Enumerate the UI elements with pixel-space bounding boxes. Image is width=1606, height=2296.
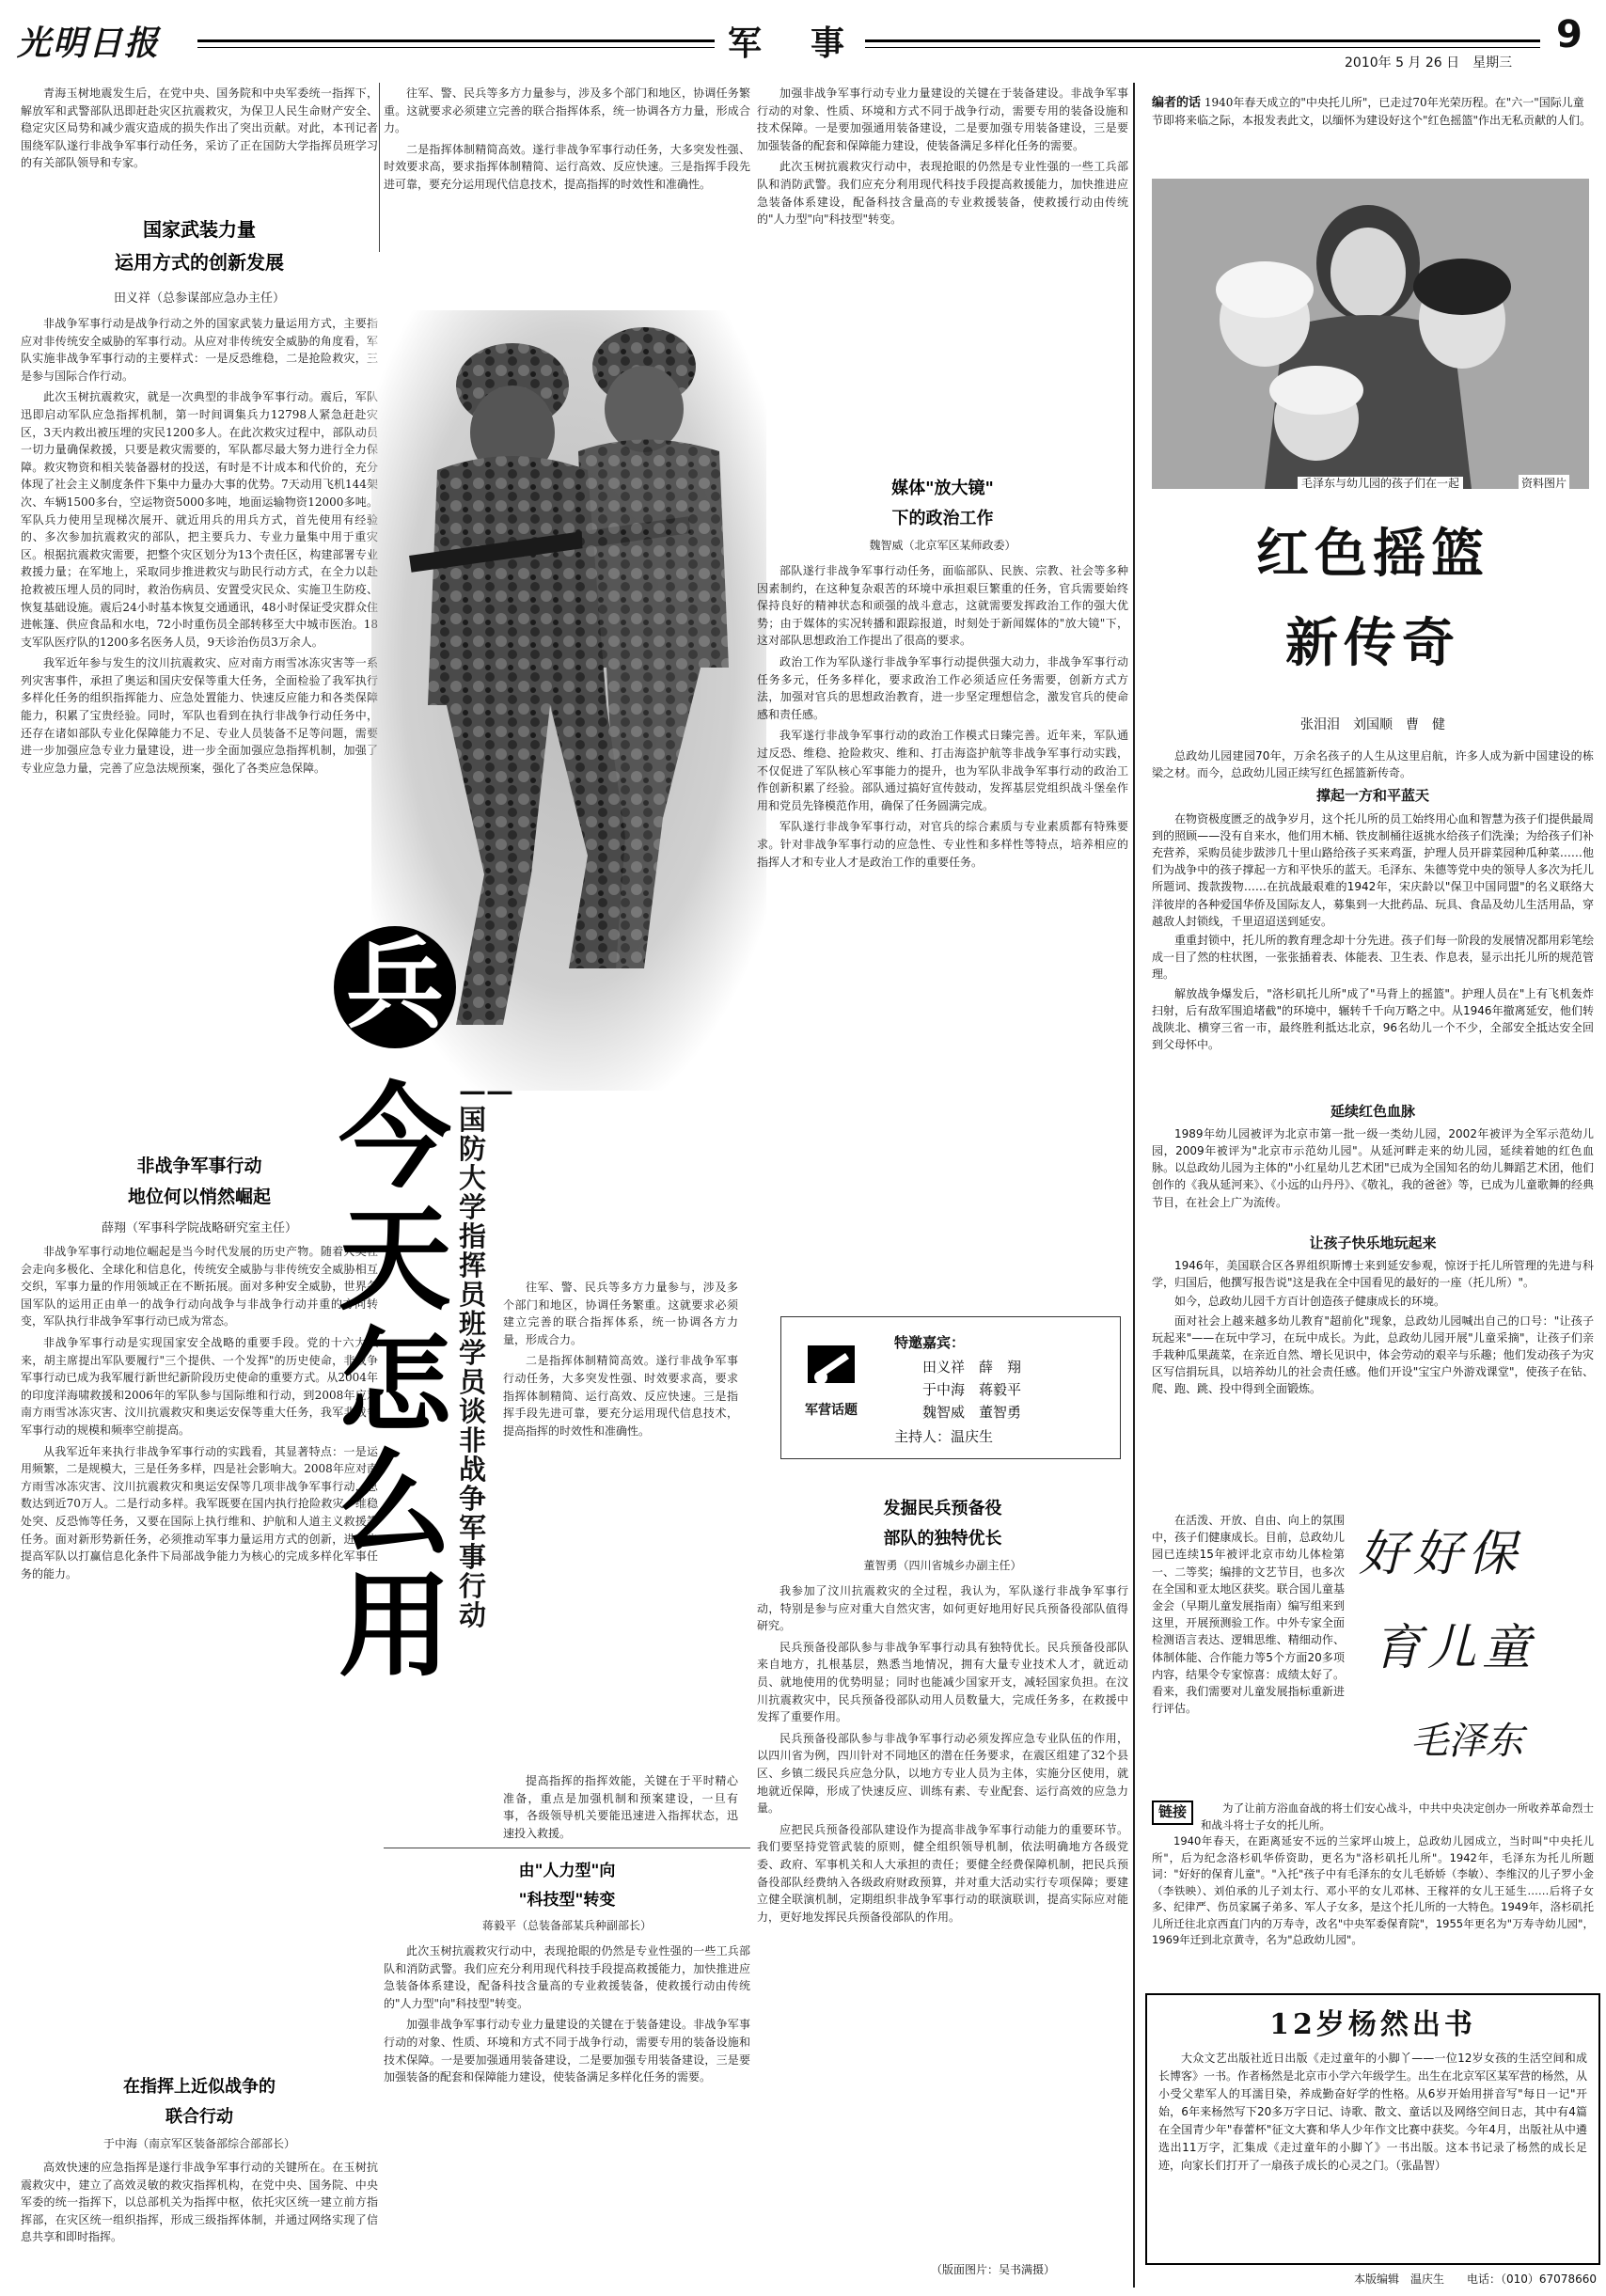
article-6-title-1: 由"人力型"向 (518, 1862, 616, 1880)
page-number: 9 (1556, 13, 1582, 56)
photo-credit-footer: （版面图片：吴书满摄） (931, 2263, 1056, 2276)
book-text: 大众文艺出版社近日出版《走过童年的小脚丫——一位12岁女孩的生活空间和成长博客》一书。作者杨然是北京市小学六年级学生。出生在北京军区某军营的杨然，从小受父辈军人的耳濡目染，养成勤奋好学的性格。从6岁开始用拼音写"每日一记"开始，6年来杨然写下20多万字日记、诗歌、散文、童话以及网络空间日志，其中有4篇在全国青少年"春蕾杯"征文大赛和华人少年作文比赛中获奖。今年4月，出版社从中遴选出11万字，汇集成《走过童年的小脚丫》一书出版。这本书记录了杨然的成长足迹，向家长们打开了一扇孩子成长的心灵之门。（张晶智） (1158, 2052, 1588, 2172)
feature-byline: 张泪泪 刘国顺 曹 健 (1300, 717, 1445, 732)
guest-logo (789, 1336, 874, 1430)
guest-box (780, 1316, 1121, 1459)
vertical-subtitle: ——国防大学指挥员班学员谈非战争军事行动 (459, 1075, 513, 1631)
guest-line-1: 田义祥 薛 翔 (922, 1359, 1022, 1376)
article-3-body: 高效快速的应急指挥是遂行非战争军事行动的关键所在。在玉树抗震救灾中，建立了高效灵敏的救灾指挥机构，在党中央、国务院、中央军委的统一指挥下，以总部机关为指挥中枢，依托灾区统一建立前方指挥部，在灾区统一组织指挥，形成三级指挥体制，并通过网络实现了信息共享和即时指挥。 (21, 2161, 378, 2244)
article-4-title-2: 下的政治工作 (891, 509, 994, 528)
book-author: （张晶智） (1395, 2159, 1447, 2172)
article-1-title-1: 国家武装力量 (143, 218, 256, 241)
article-5-title-2: 部队的独特优长 (883, 1529, 1002, 1549)
guest-host: 主持人：温庆生 (894, 1428, 994, 1445)
newspaper-logo: 光明日报 (17, 24, 161, 63)
book-box (1145, 1993, 1600, 2265)
section-2-body: 1989年幼儿园被评为北京市第一批一级一类幼儿园，2002年被评为全军示范幼儿园，2009年被评为"北京市示范幼儿园"。从延河畔走来的幼儿园，延续着她的红色血脉。以总政幼儿园为主体的"小红星幼儿艺术团"已成为全国知名的幼儿舞蹈艺术团，他们创作的《我从延河来》、《小远的山丹丹》、《敬礼，我的爸爸》等，已成为儿童歌舞的经典节目，在社会上广为流传。 (1152, 1126, 1594, 1209)
big-title-char-5: 么 (339, 1438, 451, 1570)
footer-editor: 本版编辑 温庆生 (1354, 2272, 1445, 2286)
article-5-byline: 董智勇（四川省城乡办副主任） (863, 1559, 1022, 1572)
big-title-char-4: 怎 (339, 1315, 451, 1448)
calligraphy-signature: 毛泽东 (1410, 1720, 1523, 1763)
feature-title-1: 红色摇篮 (1256, 523, 1489, 585)
article-6-byline: 蒋毅平（总装备部某兵种副部长） (481, 1919, 652, 1932)
masthead-rule (197, 39, 1540, 42)
article-3-title-2: 联合行动 (165, 2107, 233, 2127)
article-4-top-text: 加强非战争军事行动专业力量建设的关键在于装备建设。非战争军事行动的对象、性质、环境和方式不同于战争行动，需要专用的装备设施和技术保障。一是要加强通用装备建设，二是要加强专用装备建设，三是要加强装备的配套和保障能力建设，使装备满足多样化任务的需要。 此次玉树抗震救灾行动中，表现抢眼的仍然是专业性强的一些工兵部队和消防武警。我们应充分利用现代科技手段提高救援能力，加快推进应急装备体系建设，配备科技含量高的专业救援装备，使救援行动由传统的"人力型"向"科技型"转变。 (757, 86, 1128, 227)
lead-intro: 青海玉树地震发生后，在党中央、国务院和中央军委统一指挥下，解放军和武警部队迅即赶赴灾区抗震救灾，为保卫人民生命财产安全、稳定灾区局势和减少震灾造成的损失作出了突出贡献。对此，本刊记者围绕军队遂行非战争军事行动任务，采访了正在国防大学指挥员班学习的有关部队领导和专家。 (21, 86, 378, 170)
article-4-title-1: 媒体"放大镜" (891, 479, 994, 498)
section-heading-2: 延续红色血脉 (1330, 1102, 1415, 1120)
masthead-rule-thin (197, 47, 1540, 48)
link-label: 链接 (1152, 1801, 1193, 1825)
cannon-icon (798, 1336, 864, 1392)
article-1-title-2: 运用方式的创新发展 (115, 251, 284, 274)
big-title-char-3: 天 (339, 1193, 451, 1326)
article-1 (21, 214, 378, 1124)
guest-title: 特邀嘉宾： (894, 1334, 966, 1351)
mao-children-photo (1152, 179, 1589, 489)
article-6-title-2: "科技型"转变 (518, 1891, 616, 1910)
photo-caption: 毛泽东与幼儿园的孩子们在一起 (1298, 475, 1463, 491)
editor-note-text: 1940年春天成立的"中央托儿所"，已走过70年光荣历程。在"六一"国际儿童节即将来临之际，本报发表此文，以缅怀为建设好这个"红色摇篮"作出无私贡献的人们。 (1152, 96, 1592, 127)
section-3-body-top: 1946年，美国联合区各界组织斯博士来到延安参观，惊讶于托儿所管理的先进与科学，归国后，他撰写报告说"这是我在全中国看见的最好的一座（托儿所）"。 如今，总政幼儿园千方百计创造孩子健康成长的环境。 面对社会上越来越多幼儿教育"超前化"现象，总政幼儿园喊出自己的口号："让孩子玩起来"——在玩中学习，在玩中成长。为此，总政幼儿园开展"儿童采摘"，让孩子们亲手栽种瓜果蔬菜，在亲近自然、增长见识中，体会劳动的艰辛与乐趣；他们发动孩子为灾区写信捐玩具，以培养幼儿的社会责任感。他们开设"宝宝户外游戏课堂"，使孩子在钻、爬、跑、跳、投中得到全面锻炼。 (1152, 1259, 1594, 1396)
calligraphy-1: 好好保 (1359, 1526, 1523, 1582)
feature-body (1152, 747, 1594, 1412)
footer-phone: 电话：（010）67078660 (1467, 2272, 1597, 2286)
big-title-char-6: 用 (339, 1560, 451, 1692)
article-2-body: 非战争军事行动地位崛起是当今时代发展的历史产物。随着人类社会走向多极化、全球化和信息化，传统安全威胁与非传统安全威胁相互交织，军事力量的作用领域正在不断拓展。面对多种安全威胁，世界各国军队的运用正由单一的战争行动向战争与非战争行动并重的方向转变，军队执行非战争军事行动已成为常态。 非战争军事行动是实现国家安全战略的重要手段。党的十六大以来，胡主席提出军队要履行"三个提供、一个发挥"的历史使命，非战争军事行动已成为我军履行新世纪新阶段历史使命的重要方式。从2004年的印度洋海啸救援和2006年的军队参与国际维和行动，到2008年应对南方雨雪冰冻灾害、汶川抗震救灾和奥运安保等重大任务，我军非战争军事行动的规模和频率空前提高。 从我军近年来执行非战争军事行动的实践看，其显著特点：一是运用频繁，二是规模大，三是任务多样，四是社会影响大。2008年应对南方雨雪冰冻灾害、汶川抗震救灾和奥运安保等几项非战争军事行动，总数达到近70万人。二是行动多样。我军既要在国内执行抢险救灾、维稳处突、反恐怖等任务，又要在国际上执行维和、护航和人道主义救援等任务。面对新形势新任务，必须推动军事力量运用方式的创新，进一步提高军队以打赢信息化条件下局部战争能力为核心的完成多样化军事任务的能力。 (21, 1245, 378, 1580)
middle-lower-text-2: 提高指挥的指挥效能，关键在于平时精心准备，重点是加强机制和预案建设，一旦有事，各级领导机关要能迅速进入指挥状态，迅速投入救援。 (503, 1774, 738, 1840)
calligraphy-2: 育儿童 (1373, 1620, 1537, 1676)
article-4-byline: 魏智威（北京军区某师政委） (869, 539, 1016, 552)
article-3-title-1: 在指挥上近似战争的 (123, 2077, 276, 2097)
article-5-body: 我参加了汶川抗震救灾的全过程，我认为，军队遂行非战争军事行动，特别是参与应对重大自然灾害，如何更好地用好民兵预备役部队值得研究。 民兵预备役部队参与非战争军事行动具有独特优长。民兵预备役部队来自地方，扎根基层，熟悉当地情况，拥有大量专业技术人才，就近动员、就地使用的优势明显；同时也能减少国家开支，减轻国家负担。在汶川抗震救灾中，民兵预备役部队动用人员数量大，完成任务多，在救援中发挥了重要作用。 民兵预备役部队参与非战争军事行动必须发挥应急专业队伍的作用，以四川省为例，四川针对不同地区的潜在任务要求，在震区组建了32个县区、乡镇二级民兵应急分队，以地方专业人员为主体，实施分区使用，就地就近保障，形成了快速反应、训练有素、专业配套、运行高效的应急力量。 应把民兵预备役部队建设作为提高非战争军事行动能力的重要环节。我们要坚持党管武装的原则，健全组织领导机制，依法明确地方各级党委、政府、军事机关和人大承担的责任；要健全经费保障机制，把民兵预备役部队经费纳入各级政府财政预算，并对重大活动实行专项保障；要建立健全联演机制，定期组织非战争军事行动的联演联训，提高实际应对能力，更好地发挥民兵预备役部队的作用。 (757, 1584, 1128, 1924)
article-6-body: 此次玉树抗震救灾行动中，表现抢眼的仍然是专业性强的一些工兵部队和消防武警。我们应充分利用现代科技手段提高救援能力，加快推进应急装备体系建设，配备科技含量高的专业救援装备，使救援行动由传统的"人力型"向"科技型"转变。 加强非战争军事行动专业力量建设的关键在于装备建设。非战争军事行动的对象、性质、环境和方式不同于战争行动，需要专用的装备设施和技术保障。一是要加强通用装备建设，二是要加强专用装备建设，三是要加强装备的配套和保障能力建设，使装备满足多样化任务的需要。 (384, 1944, 750, 2084)
article-3-byline: 于中海（南京军区装备部综合部部长） (102, 2137, 295, 2150)
article-4-body: 部队遂行非战争军事行动任务，面临部队、民族、宗教、社会等多种因素制约，在这种复杂艰苦的环境中承担艰巨繁重的任务，官兵需要始终保持良好的精神状态和顽强的战斗意志，这就需要发挥政治工作的强大优势；由于媒体的实况转播和跟踪报道，时刻处于新闻媒体的"放大镜"下，这对部队思想政治工作提出了很高的要求。 政治工作为军队遂行非战争军事行动提供强大动力，非战争军事行动任务多元，任务多样化，要求政治工作必须适应任务需要，创新方式方法，加强对官兵的思想政治教育，进一步坚定理想信念，激发官兵的使命感和责任感。 我军遂行非战争军事行动的政治工作模式日臻完善。近年来，军队通过反恐、维稳、抢险救灾、维和、打击海盗护航等非战争军事行动实践，不仅促进了军队核心军事能力的提升，也为军队非战争军事行动的政治工作创新积累了经验。部队通过搞好宣传鼓动，发挥基层党组织战斗堡垒作用和党员先锋模范作用，确保了任务圆满完成。 军队遂行非战争军事行动，对官兵的综合素质与专业素质都有特殊要求。针对非战争军事行动的应急性、专业性和多样性等特点，培养相应的指挥人才和专业人才是政治工作的重要任务。 (757, 564, 1128, 869)
article-2-title-2: 地位何以悄然崛起 (127, 1187, 271, 1207)
feature-intro: 总政幼儿园建园70年，万余名孩子的人生从这里启航，许多人成为新中国建设的栋梁之材。而今，总政幼儿园正续写红色摇篮新传奇。 (1152, 749, 1594, 780)
article-2-title-1: 非战争军事行动 (136, 1156, 262, 1176)
section-heading-1: 撑起一方和平蓝天 (1315, 787, 1429, 805)
section-title: 军 事 (715, 17, 865, 65)
guest-logo-label: 军营话题 (805, 1403, 858, 1418)
big-title-char-2: 今 (339, 1071, 451, 1203)
big-title-char-1: 兵 (345, 926, 444, 1042)
editor-note (1152, 94, 1594, 130)
link-box: 链接 为了让前方浴血奋战的将士们安心战斗，中共中央决定创办一所收养革命烈士和战斗将士子女的托儿所。 1940年春天，在距离延安不远的兰家坪山坡上，总政幼儿园成立，当时叫"中央托儿所"，后为纪念洛杉矶华侨资助，更名为"洛杉矶托儿所"。1942年，毛泽东为托儿所题词："好好的保育儿童"。"入托"孩子中有毛泽东的女儿毛娇娇（李敏）、李维汉的儿子罗小金（李铁映）、刘伯承的儿子刘太行、邓小平的女儿邓林、王稼祥的女儿王延生……后将子女多、纪律严、伤员家属子弟多、军人子女多，是这个托儿所的一大特色。1949年，洛杉矶托儿所迁往北京西直门内的万寿寺，改名"中央军委保育院"，1955年更名为"万寿寺幼儿园"，1969年迁到北京黄寺，名为"总政幼儿园"。 (1152, 1801, 1594, 1946)
issue-date: 2010年 5 月 26 日 星期三 (1345, 55, 1513, 71)
book-title: 12岁杨然出书 (1269, 2008, 1476, 2041)
guest-line-3: 魏智威 董智勇 (922, 1404, 1022, 1421)
article-4 (757, 475, 1128, 1296)
article-5-title-1: 发掘民兵预备役 (883, 1499, 1002, 1518)
article-5 (757, 1495, 1128, 2259)
article-1-body: 非战争军事行动是战争行动之外的国家武装力量运用方式，主要指应对非传统安全威胁的军事行动。从应对非传统安全威胁的角度看，军队实施非战争军事行动的主要样式：一是反恐维稳，二是抢险救灾，三是参与国际合作行动。 此次玉树抗震救灾，就是一次典型的非战争军事行动。震后，军队迅即启动军队应急指挥机制，第一时间调集兵力12798人紧急赶赴灾区，3天内救出被压埋的灾民1200多人。在此次救灾过程中，部队动员一切力量确保救援，只要是救灾需要的，军队都尽最大努力进行全力保障。救灾物资和相关装备器材的投送，有时是不计成本和代价的，充分体现了社会主义制度条件下集中力量办大事的优势。7天动用飞机144架次、车辆1500多台，空运物资5000多吨，地面运输物资12000多吨。军队兵力使用呈现梯次展开、就近用兵的用兵方式，首先使用有经验的、多次参加抗震救灾的部队，把主要兵力、专业力量集中用于重灾区。根据抗震救灾需要，把整个灾区划分为13个责任区，构建部署专业救援力量；在军地上，采取同步推进救灾与助民行动方式，在全力以赴抢救被压埋人员的同时，救治伤病员、安置受灾民众、实施卫生防疫、恢复基础设施。震后24小时基本恢复交通通讯，48小时保证受灾群众住进帐篷、供应食品和水电，72小时重伤员全部转移至大中城市医治。18支军队医疗队的1200多名医务人员，9天诊治伤员3万余人。 我军近年参与发生的汶川抗震救灾、应对南方雨雪冰冻灾害等一系列灾害事件，承担了奥运和国庆安保等重大任务，全面检验了我军执行多样化任务的组织指挥能力、应急处置能力、快速反应能力和各类保障能力，积累了宝贵经验。同时，军队也看到在执行非战争行动任务中，还存在诸如部队专业化保障能力不足、专业人员装备不足等问题，需要进一步加强应急专业力量建设，进一步全面加强应急指挥机制，加强了专业应急力量，完善了应急法规预案，强化了各类应急保障。 (21, 317, 378, 775)
article-1-byline: 田义祥（总参谋部应急办主任） (113, 291, 285, 306)
column-rule-1 (379, 83, 380, 252)
editor-note-label: 编者的话 (1152, 96, 1202, 110)
photo-credit: 资料图片 (1519, 475, 1569, 491)
article-6 (384, 1857, 750, 2253)
section-1-body: 在物资极度匮乏的战争岁月，这个托儿所的员工始终用心血和智慧为孩子们提供最周到的照顾——没有自来水，他们用木桶、铁皮制桶往返挑水给孩子们洗澡；为给孩子们补充营养，采购员徒步跋涉几十里山路给孩子买来鸡蛋，护理人员开辟菜园种瓜种菜……他们为战争中的孩子撑起一方和平快乐的蓝天。毛泽东、朱德等党中央的领导人多次为托儿所题词、拨款拨物……在抗战最艰难的1942年，宋庆龄以"保卫中国同盟"的名义联络大洋彼岸的各种爱国华侨及国际友人，募集到一大批药品、玩具、食品及幼儿生活用品，穿越敌人封锁线，千里迢迢送到延安。 重重封锁中，托儿所的教育理念却十分先进。孩子们每一阶段的发展情况都用彩笔绘成一目了然的柱状图，一张张插着表、体能表、卫生表、作息表，显示出托儿所的规范管理。 解放战争爆发后，"洛杉矶托儿所"成了"马背上的摇篮"。护理人员在"上有飞机轰炸扫射，后有敌军围追堵截"的环境中，辗转千千向万略之中。从1946年撤离延安，他们转战陕北、横穿三省一市，最终胜利抵达北京，96名幼儿一个不少，全部安全抵达安全回到父母怀中。 (1152, 811, 1594, 1052)
article-3 (21, 2073, 378, 2262)
article-2-byline: 薛翔（军事科学院战略研究室主任） (101, 1221, 297, 1235)
feature-title-2: 新传奇 (1285, 612, 1460, 674)
guest-line-2: 于中海 蒋毅平 (922, 1381, 1022, 1398)
column-rule-3 (1133, 83, 1135, 2288)
middle-lower-text: 往军、警、民兵等多方力量参与，涉及多个部门和地区，协调任务繁重。这就要求必须建立完善的联合指挥体系，统一协调各方力量，形成合力。 二是指挥体制精简高效。遂行非战争军事行动任务，大多突发性强、时效要求高，要求指挥体制精简、运行高效、反应快速。三是指挥手段先进可靠，要充分运用现代信息技术，提高指挥的时效性和准确性。 (503, 1281, 738, 1438)
section-3-body-narrow: 在活泼、开放、自由、向上的氛围中，孩子们健康成长。目前，总政幼儿园已连续15年被评北京市幼儿体检第一、二等奖；编排的文艺节目，也多次在全国和亚太地区获奖。联合国儿童基金会（早期儿童发展指南）编写组来到这里，开展预测验工作。中外专家全面检测语言表达、逻辑思维、精细动作、体制体能、合作能力等5个方面20多项内容，结果令专家惊喜：成绩太好了。看来，我们需要对儿童发展指标重新进行评估。 (1152, 1514, 1345, 1716)
middle-top-text: 往军、警、民兵等多方力量参与，涉及多个部门和地区，协调任务繁重。这就要求必须建立完善的联合指挥体系，统一协调各方力量，形成合力。 二是指挥体制精简高效。遂行非战争军事行动任务，大多突发性强、时效要求高，要求指挥体制精简、运行高效、反应快速。三是指挥手段先进可靠，要充分运用现代信息技术，提高指挥的时效性和准确性。 (384, 86, 750, 191)
section-heading-3: 让孩子快乐地玩起来 (1309, 1234, 1437, 1251)
article-2 (21, 1152, 378, 2061)
